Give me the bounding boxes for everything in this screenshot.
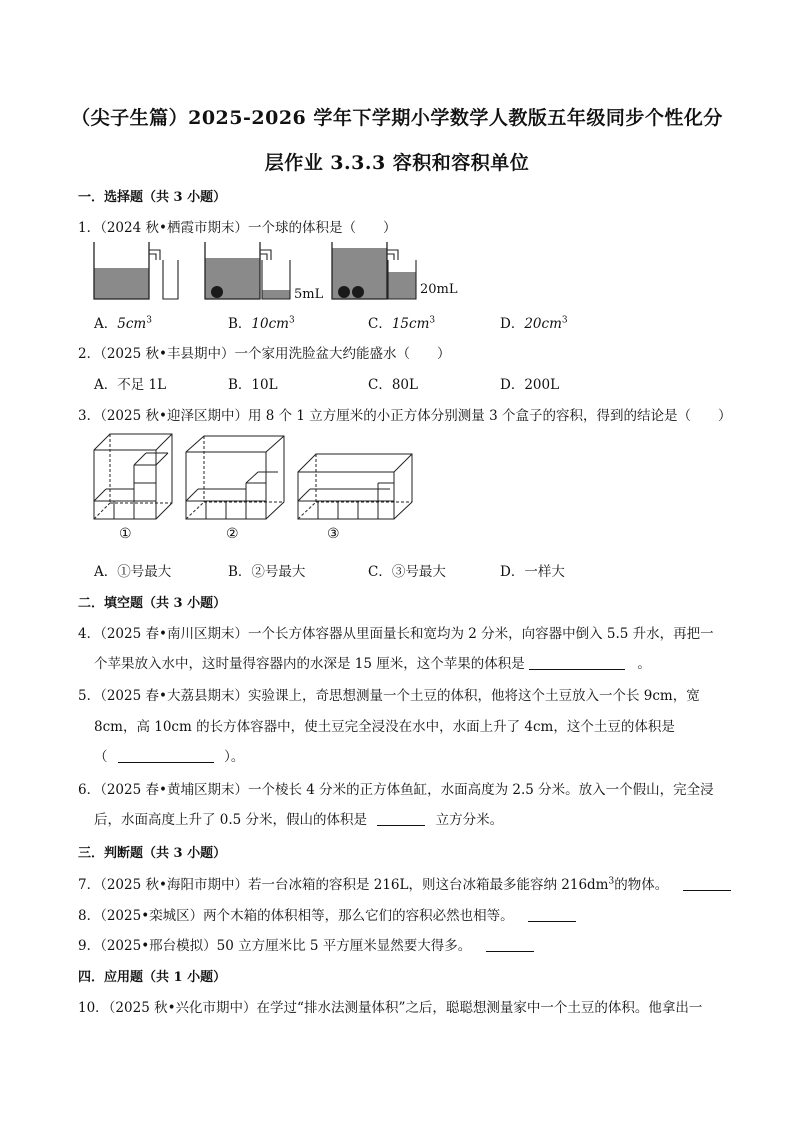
question-5-line3 <box>94 745 244 765</box>
q9-answer-blank[interactable] <box>486 939 534 952</box>
question-7 <box>78 873 718 893</box>
section-heading-judge: 三．判断题（共 3 小题） <box>78 846 227 861</box>
question-8-text: 8．（2025•栾城区）两个木箱的体积相等，那么它们的容积必然也相等。 <box>78 908 514 924</box>
q3-label-2: ② <box>226 526 239 542</box>
question-6-line2 <box>94 808 503 828</box>
q3-option-a[interactable]: A．①号最大 <box>94 564 172 580</box>
section-heading-application: 四．应用题（共 1 小题） <box>78 970 227 985</box>
question-3: 3．（2025 秋•迎泽区期中）用 8 个 1 立方厘米的小正方体分别测量 3 个盒子的容积，得到的结论是（ ） <box>78 408 732 424</box>
q1-option-a[interactable]: A．$5cm^3$ <box>94 315 152 332</box>
q1-option-b[interactable]: B．$10cm^3$ <box>228 315 295 332</box>
question-4-line2 <box>94 652 651 672</box>
question-2: 2．（2025 秋•丰县期中）一个家用洗脸盆大约能盛水（ ） <box>78 346 451 362</box>
q1-label-5ml: 5mL <box>294 287 324 302</box>
q1-figure <box>88 238 468 308</box>
q3-box-3 <box>298 454 412 519</box>
question-5-open: （ <box>94 749 108 765</box>
question-10: 10．（2025 秋•兴化市期中）在学过“排水法测量体积”之后，聪聪想测量家中一个土豆的体积。他拿出一 <box>78 1000 703 1016</box>
q8-answer-blank[interactable] <box>528 909 576 922</box>
q3-figure <box>92 432 432 522</box>
question-6-line1: 6．（2025 春•黄埔区期末）一个棱长 4 分米的正方体鱼缸，水面高度为 2.5 分米。放入一个假山，完全浸 <box>78 782 714 798</box>
question-7-text-b: 的物体。 <box>614 877 669 893</box>
q2-option-c[interactable]: C．80L <box>368 377 418 393</box>
question-5-line2: 8cm，高 10cm 的长方体容器中，使土豆完全浸没在水中，水面上升了 4cm，这个土豆的体积是 <box>94 719 675 735</box>
q3-option-c[interactable]: C．③号最大 <box>368 564 446 580</box>
q3-box-2 <box>186 436 284 519</box>
question-4-line1: 4．（2025 春•南川区期末）一个长方体容器从里面量长和宽均为 2 分米，向容器中倒入 5.5 升水，再把一 <box>78 626 714 642</box>
page-title-line1: （尖子生篇）2025-2026 学年下学期小学数学人教版五年级同步个性化分 <box>71 107 723 129</box>
question-8 <box>78 904 718 924</box>
q2-option-b[interactable]: B．10L <box>228 377 278 393</box>
section-heading-choice: 一．选择题（共 3 小题） <box>78 190 227 205</box>
q4-answer-blank[interactable] <box>529 657 625 670</box>
q2-option-d[interactable]: D．200L <box>500 377 560 393</box>
question-6-text: 后，水面高度上升了 0.5 分米，假山的体积是 <box>94 812 368 828</box>
q3-box-1 <box>94 434 172 519</box>
question-9 <box>78 934 718 954</box>
q7-answer-blank[interactable] <box>683 878 731 891</box>
q1-container-3 <box>332 242 416 299</box>
q3-option-b[interactable]: B．②号最大 <box>228 564 306 580</box>
question-4-text: 个苹果放入水中，这时量得容器内的水深是 15 厘米，这个苹果的体积是 <box>94 656 525 672</box>
q1-container-1 <box>94 242 178 299</box>
q1-option-d[interactable]: D．$20cm^3$ <box>500 315 568 332</box>
question-9-text: 9．（2025•邢台模拟）50 立方厘米比 5 平方厘米显然要大得多。 <box>78 938 472 954</box>
q3-option-d[interactable]: D．一样大 <box>500 564 565 580</box>
q1-label-20ml: 20mL <box>420 282 458 297</box>
q6-answer-blank[interactable] <box>377 813 425 826</box>
question-5-close: ）。 <box>224 749 245 765</box>
question-7-text-a: 7．（2025 秋•海阳市期中）若一台冰箱的容积是 216L，则这台冰箱最多能容纳 216dm <box>78 877 609 893</box>
q2-option-a[interactable]: A．不足 1L <box>94 377 167 393</box>
question-6-end: 立方分米。 <box>435 812 504 828</box>
question-5-line1: 5．（2025 春•大荔县期末）实验课上，奇思想测量一个土豆的体积，他将这个土豆放入一个长 9cm，宽 <box>78 688 700 704</box>
q3-label-1: ① <box>119 526 132 542</box>
question-7-exp: 3 <box>608 876 615 887</box>
q1-option-c[interactable]: C．$15cm^3$ <box>368 315 436 332</box>
question-4-end: 。 <box>637 656 651 672</box>
q5-answer-blank[interactable] <box>118 750 214 763</box>
q3-label-3: ③ <box>327 526 340 542</box>
section-heading-fill: 二．填空题（共 3 小题） <box>78 596 227 611</box>
page-title-line2: 层作业 3.3.3 容积和容积单位 <box>264 152 530 174</box>
question-1: 1．（2024 秋•栖霞市期末）一个球的体积是（ ） <box>78 220 397 236</box>
q1-container-2 <box>205 242 290 299</box>
